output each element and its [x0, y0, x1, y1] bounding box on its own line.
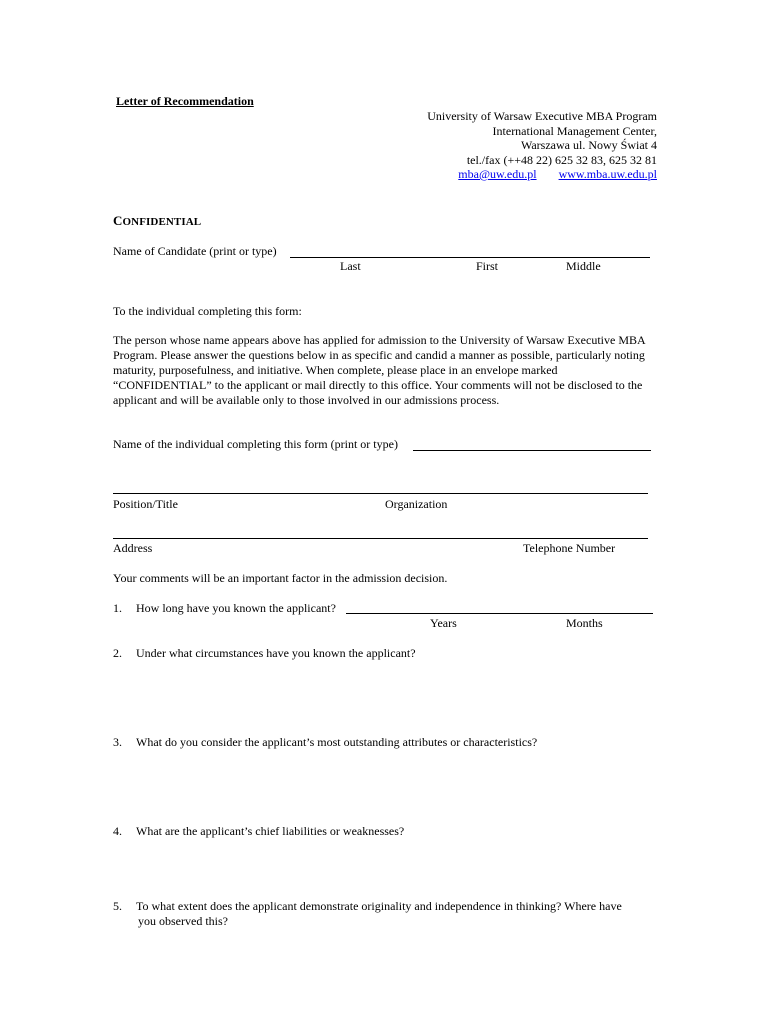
address-line-street: Warszawa ul. Nowy Świat 4	[520, 138, 657, 152]
question-number: 5.	[113, 899, 122, 913]
address-line-center: International Management Center,	[492, 124, 657, 138]
question-number: 2.	[113, 646, 122, 660]
position-organization-field[interactable]	[113, 493, 648, 494]
address-line-contact	[458, 167, 657, 182]
question-1-answer-field[interactable]	[346, 613, 653, 614]
months-label: Months	[566, 616, 603, 630]
question-5-continued: you observed this?	[138, 914, 228, 928]
candidate-name-label: Name of Candidate (print or type)	[113, 244, 277, 258]
candidate-middle-label: Middle	[566, 259, 601, 273]
question-text: To what extent does the applicant demonstrate originality and independence in thinking? Where have	[136, 899, 622, 913]
intro-heading: To the individual completing this form:	[113, 304, 302, 318]
completer-name-field[interactable]	[413, 450, 651, 451]
question-text: How long have you known the applicant?	[136, 601, 336, 615]
question-4-answer-area[interactable]	[136, 840, 656, 890]
confidential-initial: C	[113, 213, 123, 228]
document-title: Letter of Recommendation	[116, 94, 254, 108]
question-3	[113, 735, 537, 750]
question-4	[113, 824, 404, 839]
question-5	[113, 899, 622, 914]
question-number: 3.	[113, 735, 122, 749]
website-link[interactable]: www.mba.uw.edu.pl	[558, 167, 657, 181]
candidate-first-label: First	[476, 259, 499, 273]
confidential-rest: ONFIDENTIAL	[122, 216, 202, 228]
address-line-program: University of Warsaw Executive MBA Program	[427, 109, 657, 123]
question-2	[113, 646, 416, 661]
question-number: 4.	[113, 824, 122, 838]
telephone-label: Telephone Number	[523, 541, 616, 555]
organization-label: Organization	[385, 497, 448, 511]
question-1	[113, 601, 336, 616]
candidate-last-label: Last	[340, 259, 361, 273]
completer-name-label: Name of the individual completing this form (print or type)	[113, 437, 398, 451]
years-label: Years	[430, 616, 457, 630]
question-3-answer-area[interactable]	[136, 751, 656, 811]
comments-note: Your comments will be an important factor in the admission decision.	[113, 571, 448, 585]
question-2-answer-area[interactable]	[136, 662, 656, 722]
question-5-answer-area[interactable]	[136, 932, 656, 992]
intro-paragraph: The person whose name appears above has applied for admission to the University of Warsaw Executive MBA Program. Please answer the questions below in as specific and candid a manner as possible, particularly noting maturity, purposefulness, and initiative. When complete, please place in an envelope marked “CONFIDENTIAL” to the applicant or mail directly to this office. Your comments will not be disclosed to the applicant and will be available only to those involved in our admissions process.	[113, 333, 646, 407]
address-line-phone: tel./fax (++48 22) 625 32 83, 625 32 81	[466, 153, 657, 167]
address-telephone-field[interactable]	[113, 538, 648, 539]
position-title-label: Position/Title	[113, 497, 178, 511]
confidential-heading	[113, 213, 201, 230]
candidate-name-field[interactable]	[290, 257, 650, 258]
question-text: Under what circumstances have you known the applicant?	[136, 646, 416, 660]
email-link[interactable]: mba@uw.edu.pl	[458, 167, 537, 181]
address-label: Address	[113, 541, 153, 555]
question-number: 1.	[113, 601, 122, 615]
question-text: What do you consider the applicant’s most outstanding attributes or characteristics?	[136, 735, 538, 749]
question-text: What are the applicant’s chief liabilities or weaknesses?	[136, 824, 405, 838]
